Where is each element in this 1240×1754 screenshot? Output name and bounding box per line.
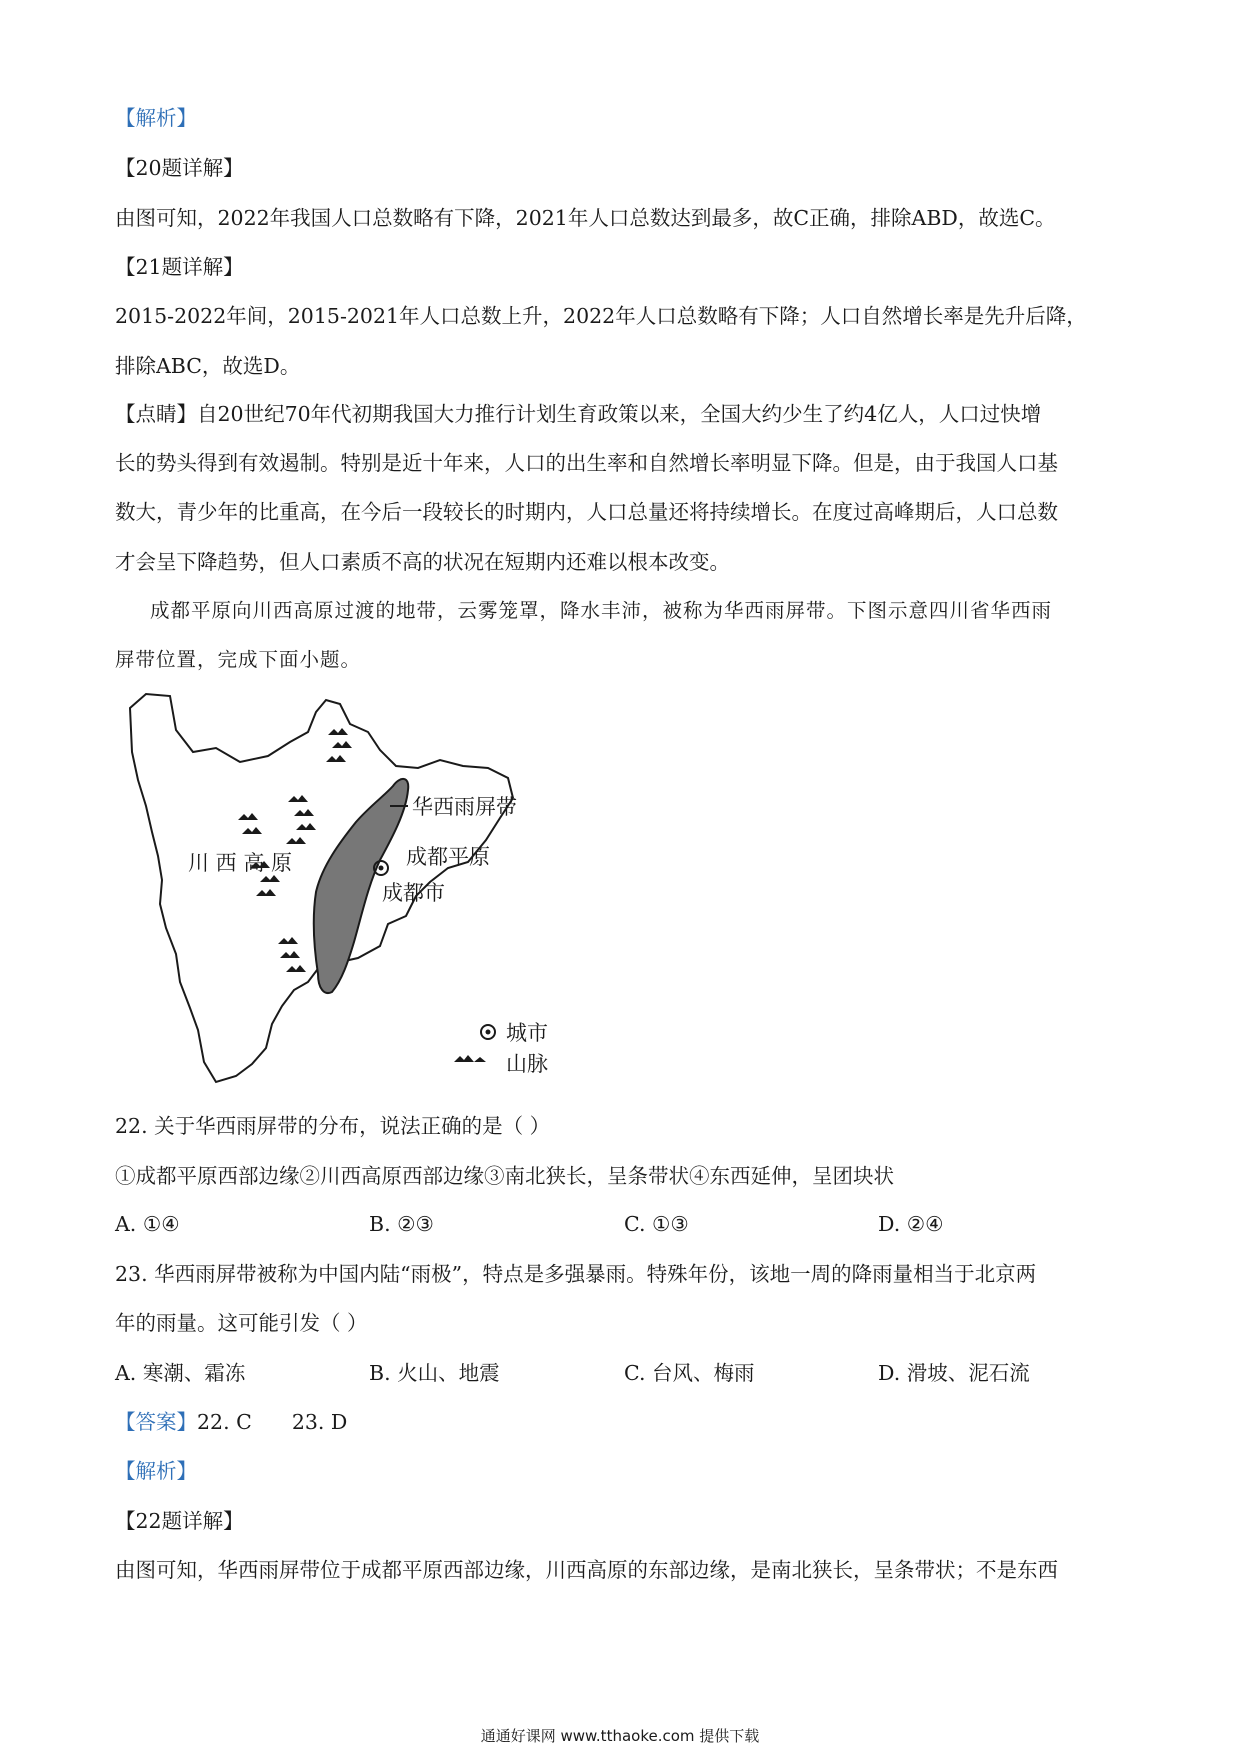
answer-label: 【答案】: [115, 1410, 197, 1434]
legend-city-label: 城市: [506, 1021, 548, 1045]
tip-line-3: 数大，青少年的比重高，在今后一段较长的时期内，人口总量还将持续增长。在度过高峰期后，人口总数: [115, 500, 1058, 524]
q23-option-c: C. 台风、梅雨: [624, 1361, 755, 1385]
tip-line-4: 才会呈下降趋势，但人口素质不高的状况在短期内还难以根本改变。: [115, 550, 730, 574]
answer-22: 22. C: [197, 1410, 252, 1434]
q23-stem-line-1: 23. 华西雨屏带被称为中国内陆“雨极”，特点是多强暴雨。特殊年份，该地一周的降雨量相当于北京两: [115, 1262, 1037, 1286]
analysis-label-2: 【解析】: [115, 1459, 197, 1483]
label-plateau: 川 西 高 原: [188, 851, 293, 875]
map-svg: [118, 690, 578, 1090]
legend-mountain-label: 山脉: [506, 1052, 548, 1076]
sichuan-rain-screen-map: [118, 690, 578, 1090]
q20-detail-text: 由图可知，2022年我国人口总数略有下降，2021年人口总数达到最多，故C正确，排除ABD，故选C。: [115, 206, 1056, 230]
q23-option-d: D. 滑坡、泥石流: [878, 1361, 1030, 1385]
q22-stem: 22. 关于华西雨屏带的分布，说法正确的是（ ）: [115, 1114, 551, 1138]
page-footer: 通通好课网 www.tthaoke.com 提供下载: [480, 1727, 760, 1745]
q23-option-a: A. 寒潮、霜冻: [115, 1361, 246, 1385]
legend-city-marker: [481, 1025, 495, 1039]
q20-detail-heading: 【20题详解】: [115, 156, 244, 180]
q21-detail-line-2: 排除ABC，故选D。: [115, 354, 301, 378]
intro-line-2: 屏带位置，完成下面小题。: [115, 648, 362, 671]
q22-detail-heading: 【22题详解】: [115, 1509, 244, 1533]
q23-stem-line-2: 年的雨量。这可能引发（ ）: [115, 1311, 368, 1335]
q22-option-b: B. ②③: [369, 1212, 434, 1236]
analysis-label-1: 【解析】: [115, 106, 197, 130]
tip-line-1: [115, 400, 1125, 428]
intro-line-1: 成都平原向川西高原过渡的地带，云雾笼罩，降水丰沛，被称为华西雨屏带。下图示意四川省华西雨: [150, 599, 1053, 622]
label-chengdu-plain: 成都平原: [406, 845, 490, 869]
q23-option-b: B. 火山、地震: [369, 1361, 500, 1385]
answer-line: [115, 1408, 1125, 1436]
q22-option-a: A. ①④: [115, 1212, 180, 1236]
label-chengdu-city: 成都市: [382, 881, 445, 905]
q22-items: ①成都平原西部边缘②川西高原西部边缘③南北狭长，呈条带状④东西延伸，呈团块状: [115, 1164, 894, 1188]
answer-23: 23. D: [291, 1410, 348, 1434]
tip-label: 【点睛】: [115, 402, 197, 426]
q21-detail-line-1: 2015-2022年间，2015-2021年人口总数上升，2022年人口总数略有下降；人口自然增长率是先升后降，: [115, 304, 1087, 328]
q21-detail-heading: 【21题详解】: [115, 255, 244, 279]
q22-detail-text: 由图可知，华西雨屏带位于成都平原西部边缘，川西高原的东部边缘，是南北狭长，呈条带状；不是东西: [115, 1558, 1058, 1582]
label-rain-screen-belt: 华西雨屏带: [412, 795, 517, 819]
tip-line-2: 长的势头得到有效遏制。特别是近十年来，人口的出生率和自然增长率明显下降。但是，由于我国人口基: [115, 451, 1058, 475]
q22-option-d: D. ②④: [878, 1212, 944, 1236]
q22-option-c: C. ①③: [624, 1212, 689, 1236]
tip-text-1: 自20世纪70年代初期我国大力推行计划生育政策以来，全国大约少生了约4亿人，人口过快增: [197, 402, 1042, 426]
